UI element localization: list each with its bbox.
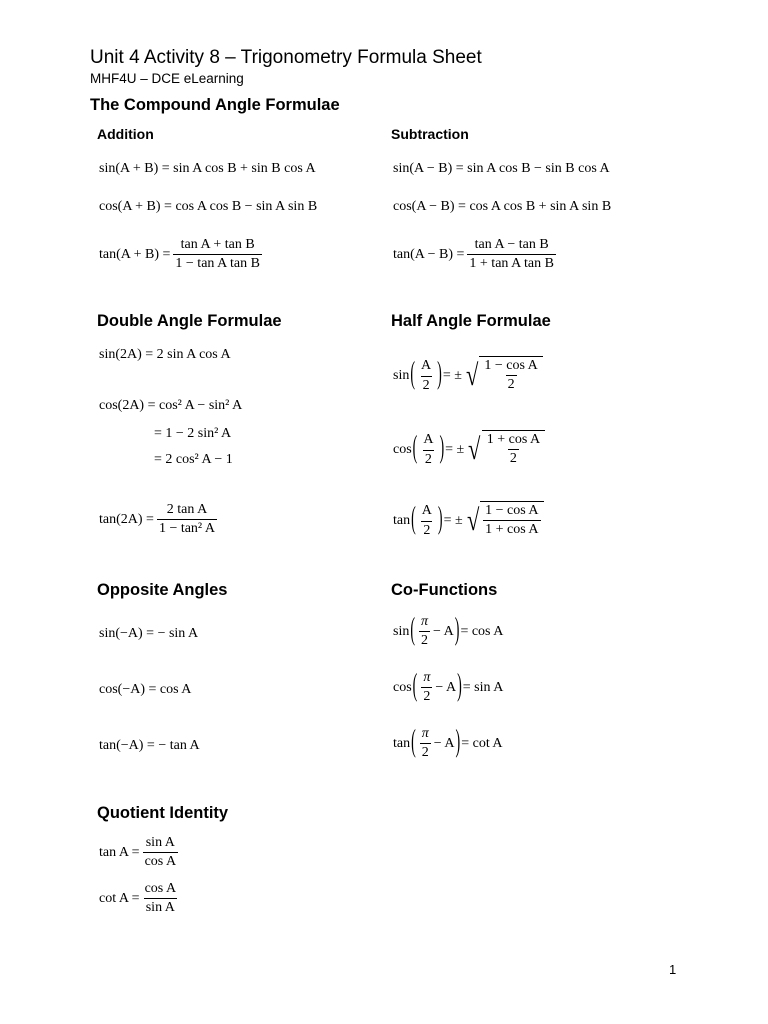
- left-paren: (: [410, 613, 416, 648]
- sin-half-argument: [419, 358, 433, 393]
- two: 2: [421, 633, 429, 649]
- tan-opposite-formula: tan(−A) = − tan A: [99, 738, 200, 753]
- tan-addition-lhs: tan(A + B) =: [99, 246, 171, 262]
- tan-quotient-numerator: sin A: [145, 835, 175, 850]
- tan-addition-formula: [99, 237, 265, 272]
- minus-a: − A: [433, 623, 454, 639]
- tan-quotient-fraction: [143, 835, 179, 870]
- radicand-denominator: 2: [507, 377, 515, 393]
- cos-double-formula-3: = 2 cos² A − 1: [154, 452, 233, 467]
- minus-a: − A: [435, 679, 457, 695]
- tan-addition-numerator: tan A + tan B: [180, 237, 255, 252]
- tan-subtraction-formula: [393, 237, 559, 272]
- cot-quotient-numerator: cos A: [144, 881, 177, 896]
- radicand-numerator: 1 − cos A: [484, 358, 538, 373]
- pi-symbol: π: [421, 726, 429, 741]
- arg-numerator: A: [421, 358, 432, 374]
- radicand-denominator: 1 + cos A: [485, 522, 539, 538]
- tan-half-argument: [420, 503, 434, 538]
- arg-denominator: 2: [423, 522, 431, 538]
- tan-quotient-lhs: tan A =: [99, 844, 140, 860]
- tan-double-lhs: tan(2A) =: [99, 511, 154, 527]
- double-angle-heading: Double Angle Formulae: [97, 312, 282, 330]
- left-paren: (: [411, 725, 416, 760]
- opposite-angles-heading: Opposite Angles: [97, 581, 228, 599]
- arg-denominator: 2: [422, 377, 430, 393]
- left-paren: (: [412, 669, 418, 704]
- sin-cofunction-rhs: = cos A: [460, 623, 504, 639]
- cos-double-formula-2: = 1 − 2 sin² A: [154, 426, 232, 441]
- radicand-numerator: 1 + cos A: [486, 432, 541, 447]
- sin-subtraction-formula: sin(A − B) = sin A cos B − sin B cos A: [393, 161, 610, 176]
- half-angle-heading: Half Angle Formulae: [391, 312, 551, 330]
- cos-double-formula-1: cos(2A) = cos² A − sin² A: [99, 398, 243, 413]
- right-paren: ): [455, 725, 461, 760]
- page-title: Unit 4 Activity 8 – Trigonometry Formula Sheet: [90, 47, 482, 68]
- page-number: 1: [669, 962, 677, 977]
- sqrt-sign: [464, 356, 543, 396]
- tan-double-denominator: 1 − tan² A: [158, 521, 215, 537]
- plus-minus: = ±: [442, 368, 462, 383]
- tan-subtraction-lhs: tan(A − B) =: [393, 246, 465, 262]
- sqrt-sign: [466, 430, 545, 470]
- right-paren: ): [439, 431, 445, 467]
- tan-half-radicand: [483, 503, 540, 541]
- cos-half-radicand: [485, 432, 542, 470]
- radical-icon: √: [468, 433, 481, 466]
- sin-addition-formula: sin(A + B) = sin A cos B + sin B cos A: [99, 161, 316, 176]
- cos-cofunction-formula: [393, 670, 503, 705]
- pi-symbol: π: [423, 670, 431, 685]
- cos-half-argument: [421, 432, 435, 467]
- tan-cofunction-rhs: = cot A: [461, 735, 503, 751]
- tan-double-fraction: [157, 502, 217, 537]
- tan-half-formula: [393, 501, 544, 541]
- cot-quotient-formula: [99, 881, 181, 916]
- sin-half-radicand: [482, 358, 539, 396]
- tan-double-formula: [99, 502, 220, 537]
- tan-cofunction-formula: [393, 726, 503, 761]
- sin-cofunction-fn: sin: [393, 623, 410, 639]
- radicand-denominator: 2: [509, 451, 517, 467]
- right-paren: ): [437, 357, 442, 393]
- addition-label: Addition: [97, 126, 154, 142]
- radical-icon: √: [466, 504, 480, 537]
- quotient-identity-heading: Quotient Identity: [97, 804, 229, 822]
- pi-over-two: [420, 726, 431, 761]
- cot-quotient-denominator: sin A: [145, 900, 175, 916]
- tan-subtraction-denominator: 1 + tan A tan B: [469, 256, 554, 272]
- tan-quotient-formula: [99, 835, 181, 870]
- sin-cofunction-formula: [393, 614, 503, 649]
- plus-minus: = ±: [443, 513, 463, 528]
- tan-quotient-denominator: cos A: [144, 854, 177, 870]
- left-paren: (: [412, 431, 418, 467]
- co-functions-heading: Co-Functions: [391, 581, 498, 599]
- plus-minus: = ±: [445, 442, 465, 457]
- pi-over-two: [419, 614, 430, 649]
- arg-numerator: A: [421, 503, 432, 519]
- cos-cofunction-fn: cos: [393, 679, 412, 695]
- cos-addition-formula: cos(A + B) = cos A cos B − sin A sin B: [99, 199, 318, 214]
- minus-a: − A: [433, 735, 455, 751]
- arg-denominator: 2: [424, 451, 432, 467]
- two: 2: [421, 745, 429, 761]
- subtraction-label: Subtraction: [391, 126, 469, 142]
- pi-over-two: [421, 670, 432, 705]
- tan-addition-denominator: 1 − tan A tan B: [175, 256, 260, 272]
- cot-quotient-fraction: [143, 881, 179, 916]
- sin-opposite-formula: sin(−A) = − sin A: [99, 626, 199, 641]
- tan-cofunction-fn: tan: [393, 735, 411, 751]
- cos-half-fn: cos: [393, 442, 412, 457]
- radicand-numerator: 1 − cos A: [485, 503, 539, 518]
- tan-subtraction-fraction: [467, 237, 556, 272]
- cot-quotient-lhs: cot A =: [99, 890, 140, 906]
- right-paren: ): [437, 502, 443, 538]
- two: 2: [423, 689, 431, 705]
- pi-symbol: π: [421, 614, 429, 629]
- cos-cofunction-rhs: = sin A: [462, 679, 504, 695]
- right-paren: ): [454, 613, 460, 648]
- tan-subtraction-numerator: tan A − tan B: [474, 237, 549, 252]
- left-paren: (: [411, 502, 416, 538]
- tan-addition-fraction: [173, 237, 262, 272]
- compound-angle-heading: The Compound Angle Formulae: [90, 96, 340, 114]
- arg-numerator: A: [423, 432, 434, 448]
- cos-opposite-formula: cos(−A) = cos A: [99, 682, 192, 697]
- page-subtitle: MHF4U – DCE eLearning: [90, 71, 244, 86]
- cos-half-formula: [393, 430, 545, 470]
- sin-double-formula: sin(2A) = 2 sin A cos A: [99, 347, 231, 362]
- right-paren: ): [457, 669, 462, 704]
- tan-double-numerator: 2 tan A: [166, 502, 208, 517]
- left-paren: (: [410, 357, 416, 393]
- tan-half-fn: tan: [393, 513, 411, 528]
- radical-icon: √: [465, 359, 479, 392]
- sin-half-formula: [393, 356, 543, 396]
- cos-subtraction-formula: cos(A − B) = cos A cos B + sin A sin B: [393, 199, 612, 214]
- sin-half-fn: sin: [393, 368, 410, 383]
- sqrt-sign: [465, 501, 544, 541]
